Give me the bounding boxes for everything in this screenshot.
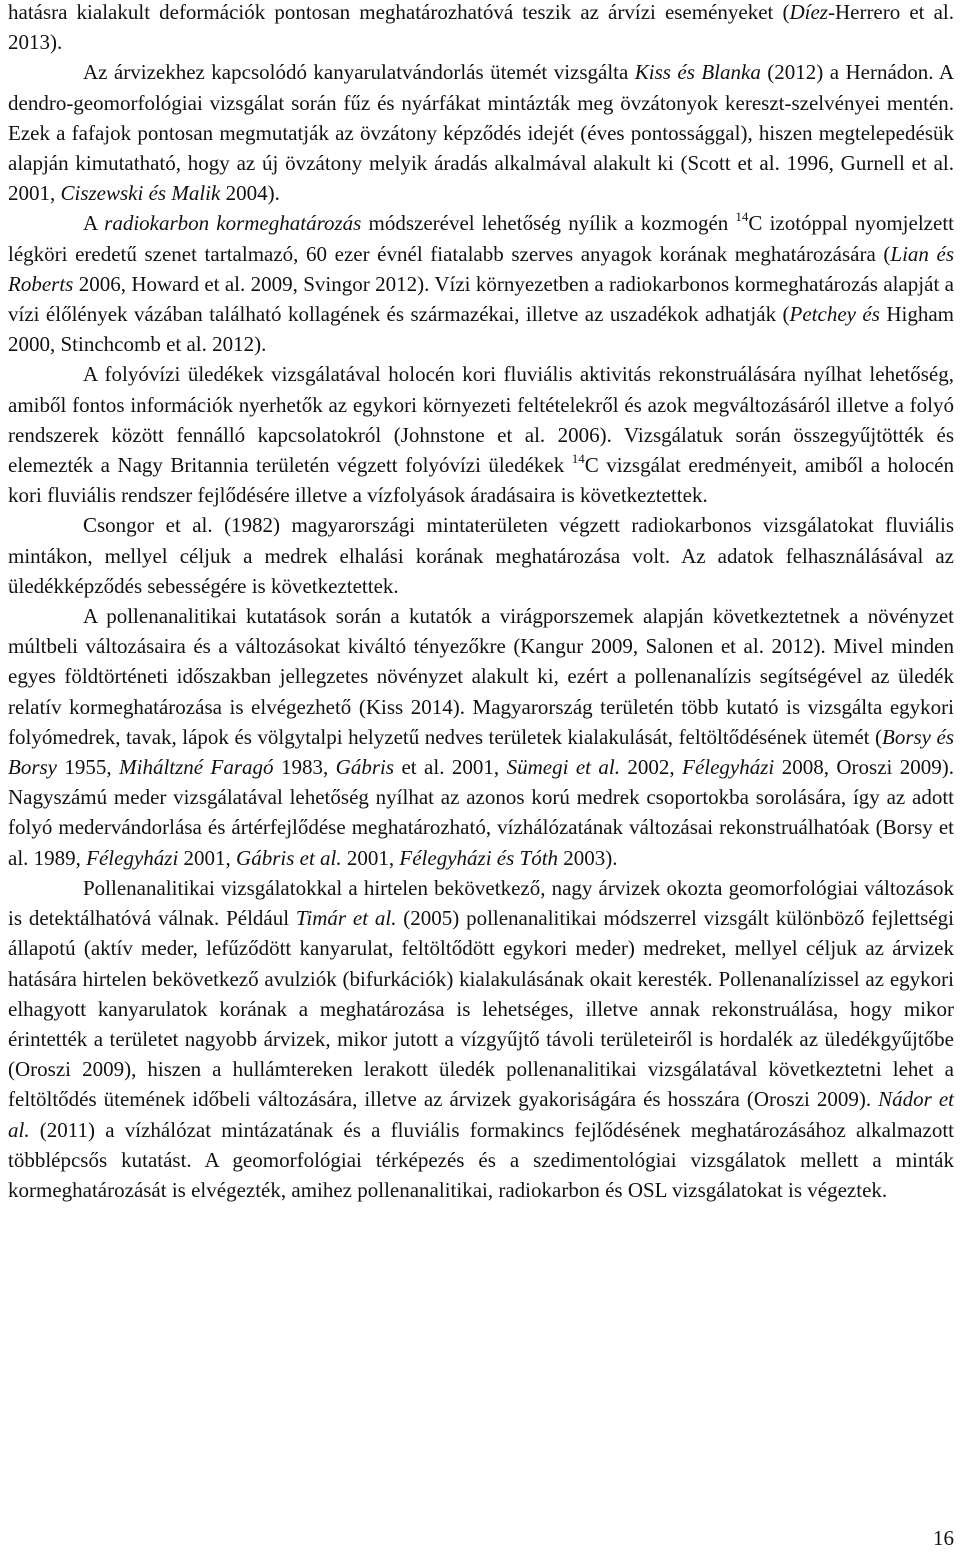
text-run: 2002, bbox=[620, 755, 683, 780]
text-run: 2001, bbox=[178, 845, 237, 870]
paragraph bbox=[8, 57, 954, 208]
italic-citation: Borsy és Borsy bbox=[8, 724, 954, 780]
italic-citation: Félegyházi bbox=[86, 845, 179, 870]
text-run: (2005) pollenanalitikai módszerrel vizsgált különböző fejlettségi állapotú (aktív meder, lefűződött kanyarulat, feltöltődött egykori meder) medreket, mellyel céljuk az árvizek hatására hirtelen bekövetkező avulziók (bifurkációk) kialakulásának okait keresték. Pollenanalízissel az egykori elhagyott kanyarulatok korának a meghatározása is lehetséges, illetve annak rekonstruálása, hogy mikor érintették a területet nagyobb árvizek, mikor jutott a vízgyűjtő távoli területeiről is hordalék az üledékgyűjtőbe (Oroszi 2009), hiszen a hullámtereken lerakott üledék pollenanalitikai vizsgálatával következtetni lehet a feltöltődés ütemének időbeli változására, illetve az árvizek gyakoriságára és hosszára (Oroszi 2009). bbox=[8, 906, 954, 1112]
text-run: Pollenanalitikai vizsgálatokkal a hirtelen bekövetkező, nagy árvizek okozta geomorfológiai változások is detektálhatóvá válnak. Például bbox=[8, 875, 954, 931]
italic-citation: Gábris bbox=[335, 755, 395, 780]
text-run: A folyóvízi üledékek vizsgálatával holocén kori fluviális aktivitás rekonstruálására nyílhat lehetőség, amiből fontos információk nyerhetők az egykori környezeti feltételekről és azok megváltozásáról illetve a folyó rendszerek között fennálló kapcsolatokról (Johnstone et al. 2006). Vizsgálatuk során összegyűjtötték és elemezték a Nagy Britannia területén végzett folyóvízi üledékek bbox=[8, 362, 954, 478]
italic-citation: Félegyházi és Tóth bbox=[399, 845, 559, 870]
text-run: hatásra kialakult deformációk pontosan meghatározhatóvá teszik az árvízi eseményeket ( bbox=[8, 0, 790, 24]
italic-citation: Ciszewski és Malik bbox=[60, 181, 221, 206]
italic-citation: Lian és Roberts bbox=[8, 241, 955, 296]
text-run: -Herrero et al. 2013). bbox=[8, 0, 954, 55]
text-run: et al. 2001, bbox=[394, 755, 507, 780]
text-run: A pollenanalitikai kutatások során a kutatók a virágporszemek alapján következtetnek a növényzet múltbeli változásaira és a változásokat kiváltó tényezőkre (Kangur 2009, Salonen et al. 2012). Mivel minden egyes földtörténeti időszakban jellegzetes növényzet alakult ki, ezért a pollenanalízis segítségével az üledék relatív kormeghatározása is elvégezhető (Kiss 2014). Magyarország területén több kutató is vizsgálta egykori folyómedrek, tavak, lápok és völgytalpi helyzetű nedves területek kialakulását, feltöltődésének ütemét ( bbox=[8, 604, 954, 749]
italic-citation: Félegyházi bbox=[682, 755, 775, 780]
italic-citation: Gábris et al. bbox=[236, 845, 342, 870]
italic-citation: Díez bbox=[789, 0, 828, 24]
text-run: 2008, Oroszi 2009). Nagyszámú meder vizsgálatával lehetőség nyílhat az azonos korú medrek csoportokba sorolására, így az adott folyó medervándorlása és ártérfejlődése meghatározható, vízhálózatának változásai rekonstruálhatóak (Borsy et al. 1989, bbox=[8, 755, 955, 870]
text-run: C vizsgálat eredményeit, amiből a holocén kori fluviális rendszer fejlődésére illetve a vízfolyások áradásaira is következtettek. bbox=[8, 453, 955, 508]
superscript: 14 bbox=[735, 209, 749, 225]
italic-citation: Petchey és bbox=[789, 302, 880, 327]
paragraph bbox=[8, 873, 954, 1205]
italic-citation: Sümegi et al. bbox=[506, 755, 620, 780]
italic-citation: Timár et al. bbox=[295, 906, 397, 931]
paragraph bbox=[8, 601, 954, 873]
italic-citation: Nádor et al. bbox=[8, 1087, 954, 1142]
text-run: Csongor et al. (1982) magyarországi mintaterületen végzett radiokarbonos vizsgálatokat fluviális mintákon, mellyel céljuk a medrek elhalási korának meghatározása volt. Az adatok felhasználásával az üledékképződés sebességére is következtettek. bbox=[8, 513, 954, 598]
text-run: C izotóppal nyomjelzett légköri eredetű szenet tartalmazó, 60 ezer évnél fiatalabb szerves anyagok korának meghatározására ( bbox=[8, 211, 954, 266]
text-run: 2001, bbox=[341, 845, 400, 870]
paragraph bbox=[8, 510, 954, 601]
italic-citation: Miháltzné Faragó bbox=[119, 755, 274, 780]
text-run: A bbox=[83, 211, 105, 236]
text-run: 2003). bbox=[558, 845, 618, 870]
text-run: (2012) a Hernádon. A dendro-geomorfológiai vizsgálat során fűz és nyárfákat mintázták meg övzátonyok kereszt-szelvényei mentén. Ezek a fafajok pontosan megmutatják az övzátony képződés idejét (éves pontossággal), hiszen megtelepedésük alapján kimutatható, hogy az új övzátony melyik áradás alkalmával alakult ki (Scott et al. 1996, Gurnell et al. 2001, bbox=[8, 60, 954, 206]
document-page bbox=[8, 0, 954, 1205]
italic-citation: Kiss és Blanka bbox=[634, 60, 761, 85]
text-run: (2011) a vízhálózat mintázatának és a fluviális formakincs fejlődésének meghatározásához alkalmazott többlépcsős kutatást. A geomorfológiai térképezés és a szedimentológiai vizsgálatok mellett a minták kormeghatározását is elvégezték, amihez pollenanalitikai, radiokarbon és OSL vizsgálatokat is végeztek. bbox=[8, 1117, 954, 1202]
text-run: Higham 2000, Stinchcomb et al. 2012). bbox=[8, 302, 954, 357]
text-run: 2004). bbox=[220, 181, 280, 206]
page-number: 16 bbox=[933, 1526, 954, 1550]
paragraph bbox=[8, 208, 954, 359]
text-run: Az árvizekhez kapcsolódó kanyarulatvándorlás ütemét vizsgálta bbox=[83, 60, 635, 85]
italic-citation: radiokarbon kormeghatározás bbox=[104, 211, 362, 236]
paragraph bbox=[8, 0, 954, 57]
paragraph bbox=[8, 359, 954, 510]
text-run: 1983, bbox=[273, 755, 336, 780]
text-run: módszerével lehetőség nyílik a kozmogén bbox=[361, 211, 736, 236]
text-run: 1955, bbox=[57, 755, 120, 780]
text-run: 2006, Howard et al. 2009, Svingor 2012). Vízi környezetben a radiokarbonos kormeghatározás alapját a vízi élőlények vázában található kollagének és származékai, illetve az uszadékok adhatják ( bbox=[8, 271, 954, 327]
superscript: 14 bbox=[571, 451, 585, 467]
